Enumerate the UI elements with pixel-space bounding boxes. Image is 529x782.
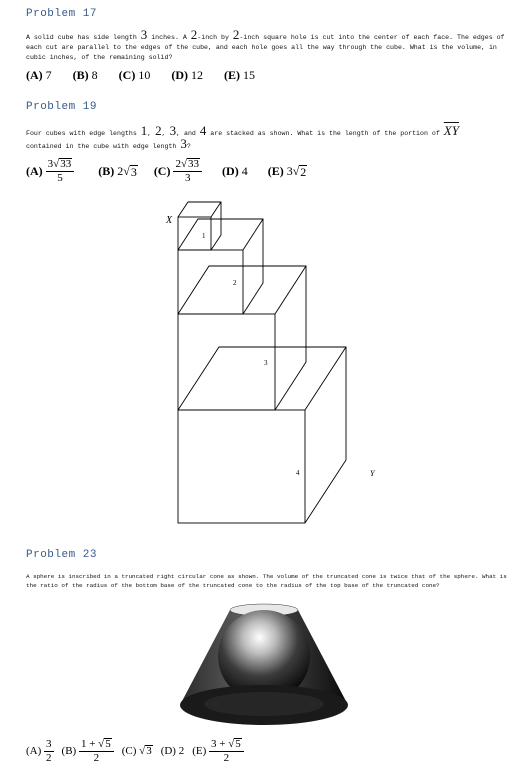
point-x-label: X: [166, 215, 173, 226]
option-a: (A) $\frac{3√33}{5}$: [26, 158, 74, 184]
edge-label-2: 2: [233, 279, 237, 287]
option-a: (A) 7: [26, 68, 52, 82]
option-c: (C) $\frac{2√33}{3}$: [154, 158, 202, 184]
option-d: (D) 4: [222, 163, 248, 178]
option-b: (B) 2 √ 3: [98, 163, 137, 179]
truncated-cone-figure: [170, 600, 360, 730]
option-c: (C) 10: [118, 68, 151, 82]
problem-19-options: [26, 158, 307, 184]
problem-17-options: [26, 68, 255, 83]
option-d: (D) 12: [171, 68, 204, 82]
edge-label-1: 1: [202, 232, 206, 240]
option-e: (E) $\frac{3 + √5}{2}$: [192, 738, 244, 764]
problem-23-title: Problem 23: [26, 549, 98, 561]
cube-4: [178, 347, 346, 523]
cube-2: [178, 219, 263, 314]
option-a: (A) $\frac{3}{2}$: [26, 737, 52, 764]
problem-17-title: Problem 17: [26, 8, 98, 20]
problem-23-options: [26, 738, 244, 764]
option-b: (B) 8: [72, 68, 98, 82]
problem-23-text: A sphere is inscribed in a truncated right circular cone as shown. The volume of the truncated cone is twice that of the sphere. What is the ratio of the radius of the bottom base of the truncated cone to the radius of the top base of the truncated cone?: [26, 573, 507, 589]
option-d: (D) 2: [160, 745, 185, 757]
cube-3: [178, 266, 306, 410]
option-b: (B) $\frac{1 + √5}{2}$: [62, 738, 114, 764]
problem-19-text: Four cubes with edge lengths 1, 2, 3, and 4 are stacked as shown. What is the length of the portion of $\overline{XY}$ contained in the cube with edge length 3?: [26, 123, 459, 151]
stacked-cubes-figure: [160, 195, 380, 535]
problem-17-text: A solid cube has side length 3 inches. A 2-inch by 2-inch square hole is cut into the center of each face. The edges of each cut are parallel to the edges of the cube, and each hole goes all the way through the cube. What is the volume, in cubic inches, of the remaining solid?: [26, 27, 505, 61]
option-c: (C) √ 3: [121, 745, 152, 757]
edge-label-4: 4: [296, 469, 300, 477]
option-e: (E) 3 √ 2: [267, 163, 307, 179]
problem-19-title: Problem 19: [26, 101, 98, 113]
option-e: (E) 15: [224, 68, 256, 82]
point-y-label: Y: [370, 469, 375, 478]
cube-1: [178, 202, 221, 250]
edge-label-3: 3: [264, 359, 268, 367]
